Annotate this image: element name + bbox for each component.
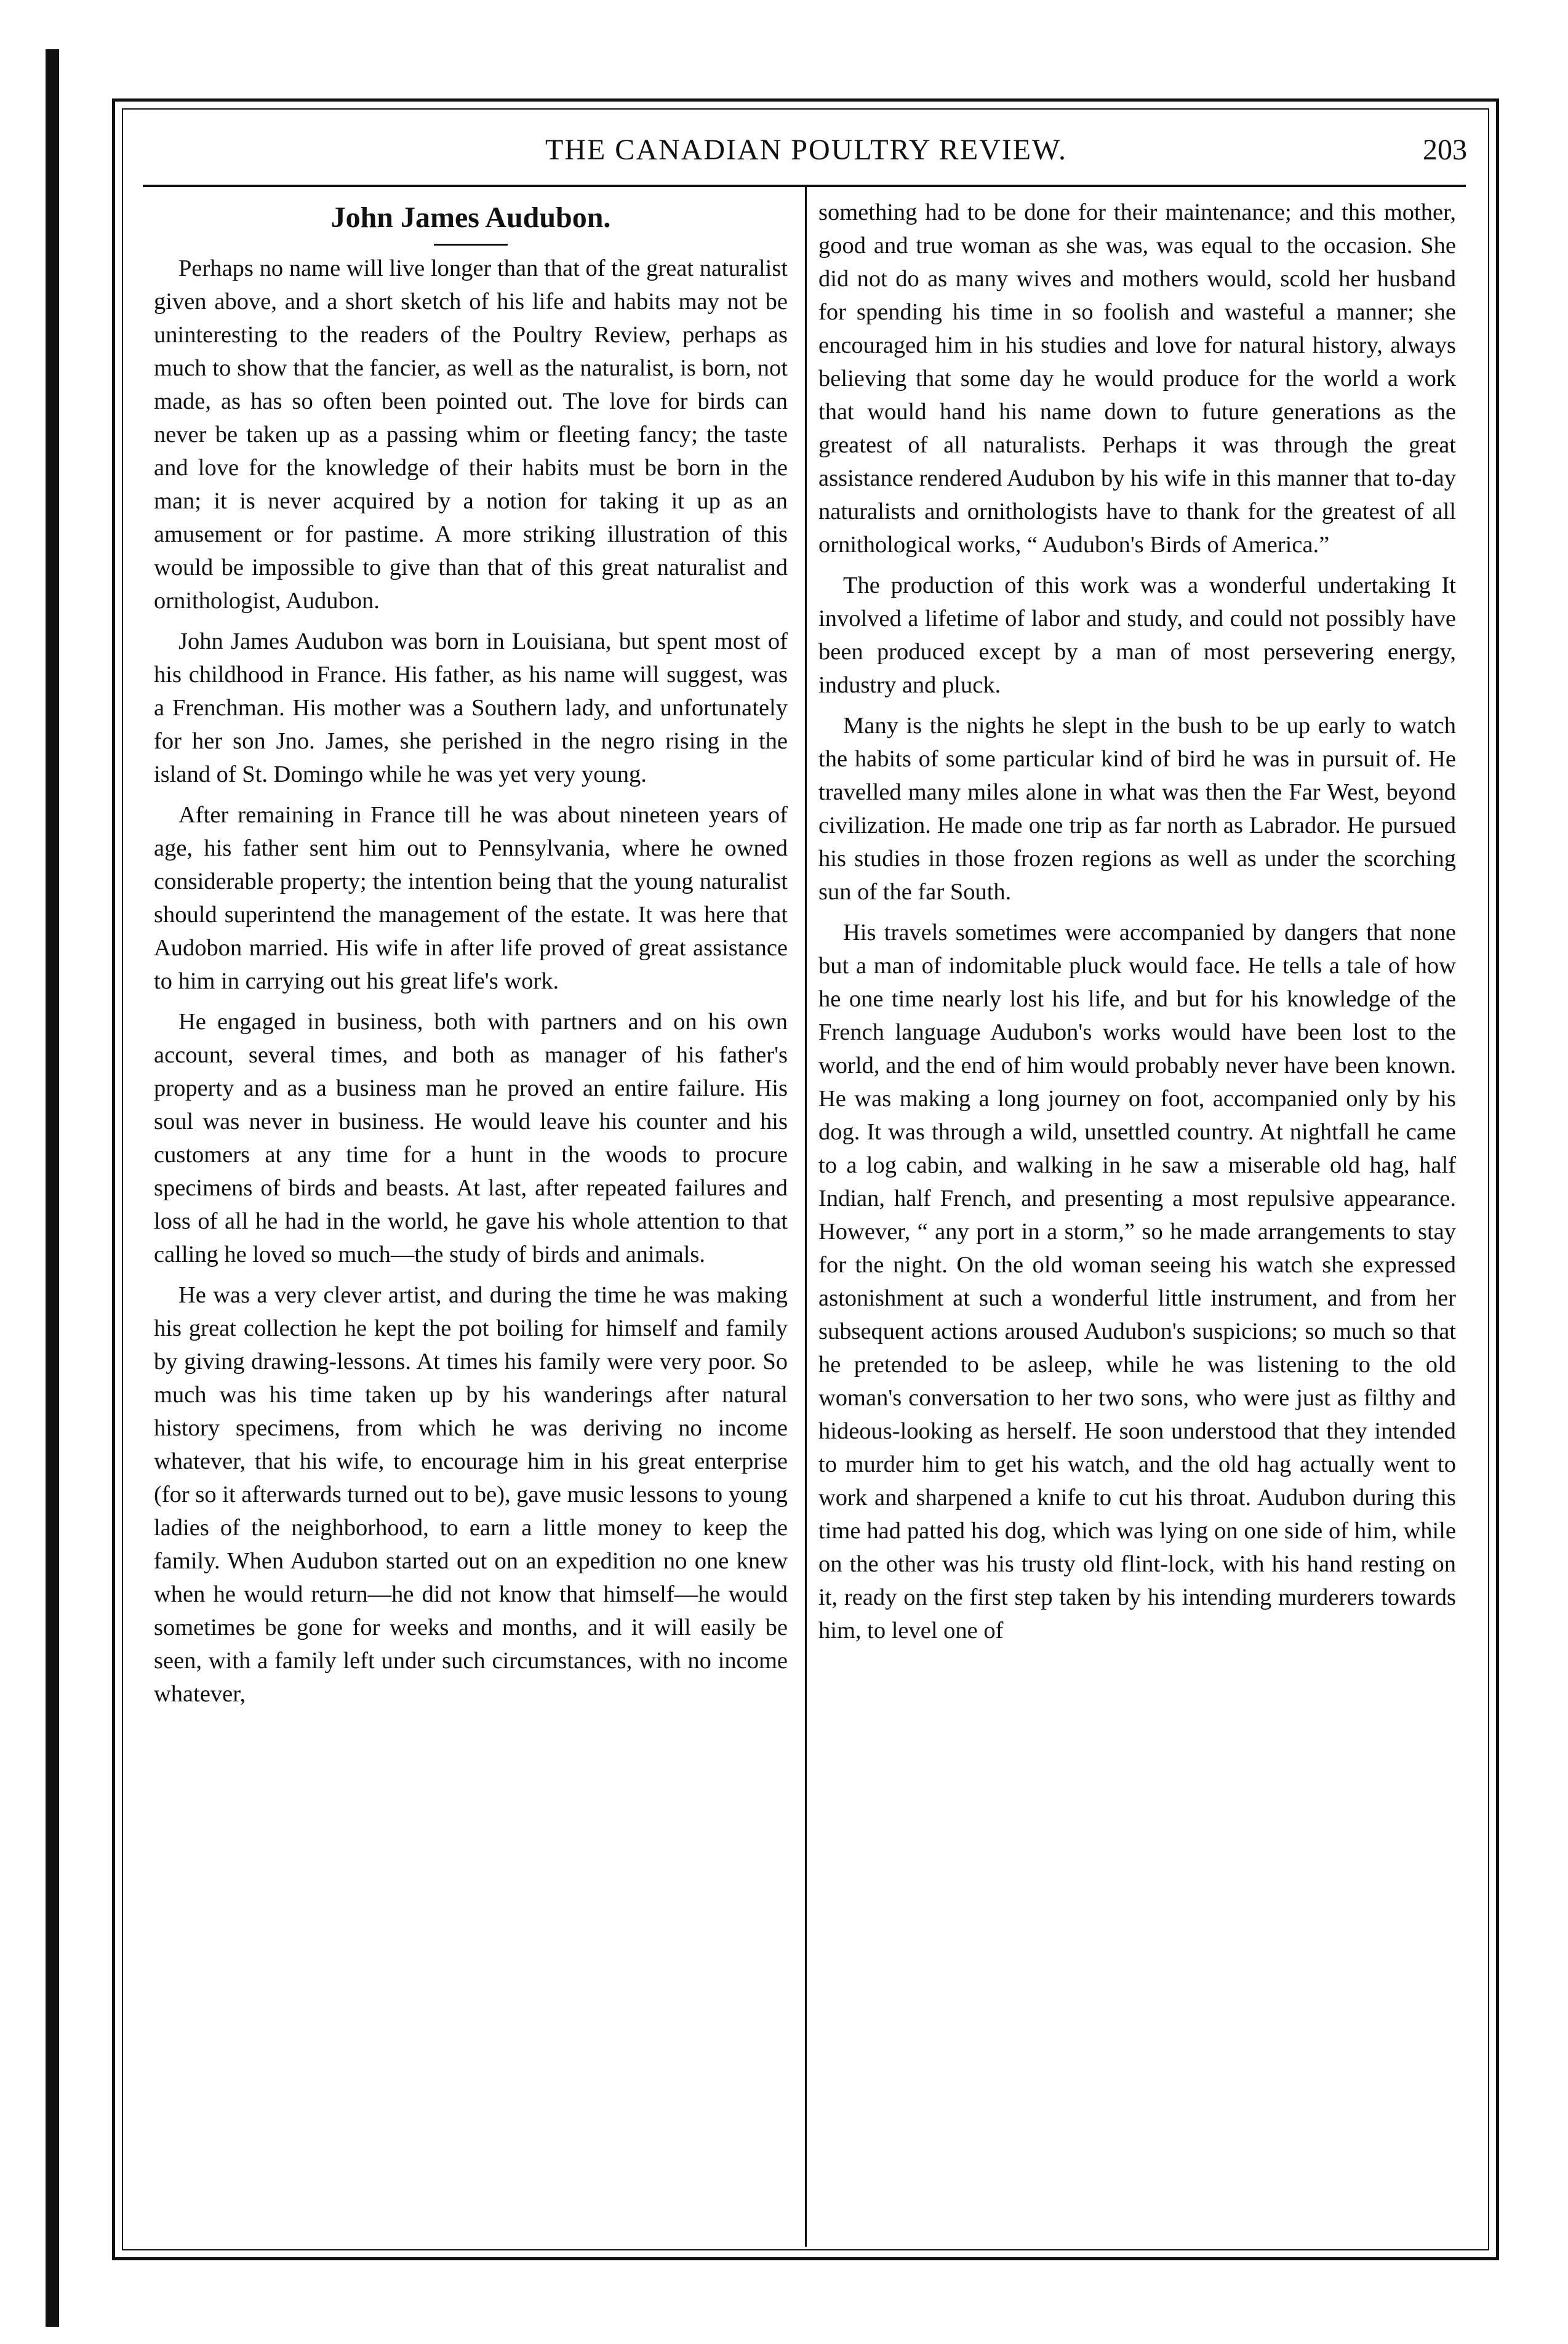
paragraph: He was a very clever artist, and during the time he was making his great collection he kept the pot boiling for himself and family by giving drawing-lessons. At times his family were very poor. So much was his time taken up by his wanderings after natural history specimens, from which he was deriving no income whatever, that his wife, to encourage him in his great enterprise (for so it afterwards turned out to be), gave music lessons to young ladies of the neighborhood, to earn a little money to keep the family. When Audubon started out on an expedition no one knew when he would return—he did not know that himself—he would sometimes be gone for weeks and months, and it will easily be seen, with a family left under such circumstances, with no income whatever, — [154, 1282, 788, 1707]
title-rule — [434, 244, 508, 246]
left-column — [154, 196, 788, 2246]
article-title: John James Audubon. — [330, 201, 611, 234]
paragraph: The production of this work was a wonderful undertaking It involved a lifetime of labor and study, and could not possibly have been produced except by a man of most persevering energy, industry and pluck. — [818, 572, 1456, 698]
column-divider — [805, 187, 807, 2247]
paragraph-continued: something had to be done for their maintenance; and this mother, good and true woman as she was, was equal to the occasion. She did not do as many wives and mothers would, scold her husband for spending his time in so foolish and wasteful a manner; she encouraged him in his studies and love for natural history, always believing that some day he would produce for the world a work that would hand his name down to future generations as the greatest of all naturalists. Perhaps it was through the great assistance rendered Audubon by his wife in this manner that to-day naturalists and ornithologists have to thank for the greatest of all ornithological works, “ Audubon's Birds of America.” — [818, 199, 1456, 558]
paragraph: Many is the nights he slept in the bush to be up early to watch the habits of some particular kind of bird he was in pursuit of. He travelled many miles alone in what was then the Far West, beyond civilization. He made one trip as far north as Labrador. He pursued his studies in those frozen regions as well as under the scorching sun of the far South. — [818, 713, 1456, 905]
paragraph: His travels sometimes were accompanied by dangers that none but a man of indomitable pluck would face. He tells a tale of how he one time nearly lost his life, and but for his knowledge of the French language Audubon's works would have been lost to the world, and the end of him would probably never have been known. He was making a long journey on foot, accompanied only by his dog. It was through a wild, unsettled country. At nightfall he came to a log cabin, and walking in he saw a miserable old hag, half Indian, half French, and presenting a most repulsive appearance. However, “ any port in a storm,” so he made arrangements to stay for the night. On the old woman seeing his watch she expressed astonishment at such a wonderful little instrument, and from her subsequent actions aroused Audubon's suspicions; so much so that he pretended to be asleep, while he was listening to the old woman's conversation to her two sons, who were just as filthy and hideous-looking as herself. He soon understood that they intended to murder him to get his watch, and the old hag actually went to work and sharpened a knife to cut his throat. Audubon during this time had patted his dog, which was lying on one side of him, while on the other was his trusty old flint-lock, with his hand resting on it, ready on the first step taken by his intending murderers towards him, to level one of — [818, 920, 1456, 1644]
page-number: 203 — [1423, 134, 1467, 166]
header-rule — [143, 185, 1466, 187]
paragraph: He engaged in business, both with partners and on his own account, several times, and both as manager of his father's property and as a business man he proved an entire failure. His soul was never in business. He would leave his counter and his customers at any time for a hunt in the woods to procure specimens of birds and beasts. At last, after repeated failures and loss of all he had in the world, he gave his whole attention to that calling he loved so much—the study of birds and animals. — [154, 1009, 788, 1267]
right-column — [818, 196, 1456, 2246]
page-header — [123, 128, 1489, 183]
journal-title: THE CANADIAN POULTRY REVIEW. — [545, 134, 1067, 166]
paragraph: After remaining in France till he was about nineteen years of age, his father sent him out to Pennsylvania, where he owned considerable property; the intention being that the young naturalist should superintend the management of the estate. It was here that Audobon married. His wife in after life proved of great assistance to him in carrying out his great life's work. — [154, 802, 788, 994]
paragraph: Perhaps no name will live longer than that of the great naturalist given above, and a short sketch of his life and habits may not be uninteresting to the readers of the Poultry Review, perhaps as much to show that the fancier, as well as the naturalist, is born, not made, as has so often been pointed out. The love for birds can never be taken up as a passing whim or fleeting fancy; the taste and love for the knowledge of their habits must be born in the man; it is never acquired by a notion for taking it up as an amusement or for pastime. A more striking illustration of this would be impossible to give than that of this great naturalist and ornithologist, Audubon. — [154, 255, 788, 614]
page-edge-bar — [46, 49, 59, 2327]
paragraph: John James Audubon was born in Louisiana, but spent most of his childhood in France. His father, as his name will suggest, was a Frenchman. His mother was a Southern lady, and unfortunately for her son Jno. James, she perished in the negro rising in the island of St. Domingo while he was yet very young. — [154, 628, 788, 787]
